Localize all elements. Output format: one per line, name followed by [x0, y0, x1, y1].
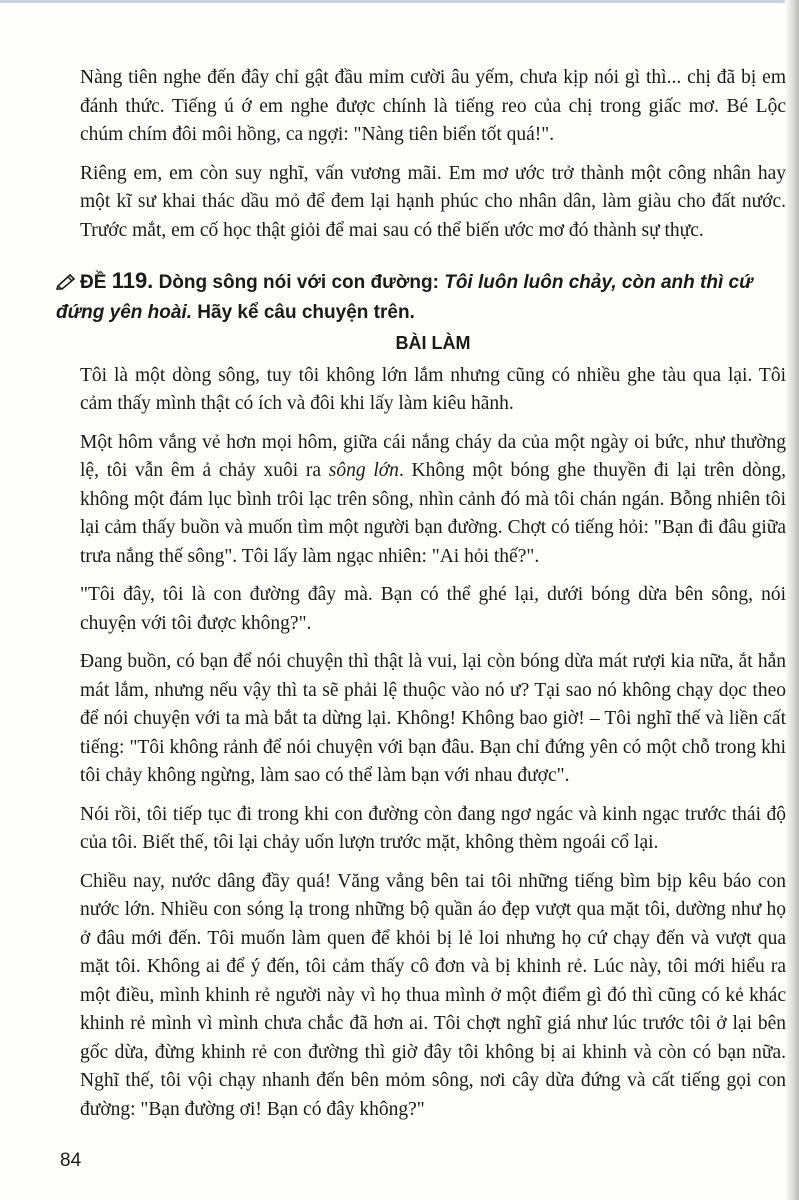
- essay-paragraph-6: Chiều nay, nước dâng đầy quá! Văng vẳng bên tai tôi những tiếng bìm bịp kêu báo con nước lớn. Nhiều con sóng lạ trong những bộ quần áo đẹp vượt qua mặt tôi, dường như họ ở đâu mới đến. Tôi muốn làm quen để khỏi bị lẻ loi nhưng họ cứ chạy đến và vượt qua mặt tôi. Không ai để ý đến, tôi cảm thấy cô đơn và bị khinh rẻ. Lúc này, tôi mới hiểu ra một điều, mình khinh rẻ người này vì họ thua mình ở một điểm gì đó thì cũng có kẻ khác khinh rẻ mình vì mình chưa chắc đã hơn ai. Tôi chợt nghĩ giá như lúc trước tôi ở lại bên gốc dừa, đừng khinh rẻ con đường thì giờ đây tôi không bị ai khinh và còn có bạn nữa. Nghĩ thế, tôi vội chạy nhanh đến bên mỏm sông, nơi cây dừa đứng và cất tiếng gọi con đường: "Bạn đường ơi! Bạn có đây không?": [80, 870, 786, 1120]
- essay-paragraph-5: Nói rồi, tôi tiếp tục đi trong khi con đường còn đang ngơ ngác và kinh ngạc trước thái độ của tôi. Biết thế, tôi lại chảy uốn lượn trước mặt, không thèm ngoái cổ lại.: [80, 803, 786, 853]
- page-edge-shadow: [785, 0, 799, 1200]
- essay-paragraph-3: "Tôi đây, tôi là con đường đây mà. Bạn có thể ghé lại, dưới bóng dừa bên sông, nói chuyện với tôi được không?".: [80, 584, 786, 634]
- intro-paragraph-1: Nàng tiên nghe đến đây chỉ gật đầu mỉm cười âu yếm, chưa kịp nói gì thì... chị đã bị em đánh thức. Tiếng ú ớ em nghe được chính là tiếng reo của chị trong giấc mơ. Bé Lộc chúm chím đôi môi hồng, ca ngợi: "Nàng tiên biển tốt quá!".: [80, 67, 786, 145]
- exercise-prompt-intro: Dòng sông nói với con đường:: [158, 272, 439, 293]
- page-content: [56, 64, 787, 1134]
- essay-paragraph-2-start: Một hôm vắng vẻ hơn mọi hôm, giữa cái nắng cháy da của một ngày oi bức, như thường lệ, tôi vẫn êm ả chảy xuôi ra: [80, 431, 786, 481]
- exercise-number: 119.: [111, 268, 154, 293]
- answer-title: BÀI LÀM: [395, 333, 471, 353]
- page-number: 84: [60, 1150, 82, 1171]
- exercise-label: ĐỀ: [80, 272, 107, 293]
- essay-paragraph-1: Tôi là một dòng sông, tuy tôi không lớn lắm nhưng cũng có nhiều ghe tàu qua lại. Tôi cảm thấy mình thật có ích và đôi khi lấy làm kiêu hãnh.: [80, 364, 786, 414]
- essay-paragraph-2-end: . Không một bóng ghe thuyền đi lại trên dòng, không một đám lục bình trôi lạc trên sông, nhìn cảnh đó mà tôi chán ngán. Bỗng nhiên tôi lại cảm thấy buồn và muốn tìm một người bạn đường. Chợt có tiếng hỏi: "Bạn đi đâu giữa trưa nắng thế sông". Tôi lấy làm ngạc nhiên: "Ai hỏi thế?".: [80, 460, 787, 567]
- intro-paragraph-2: Riêng em, em còn suy nghĩ, vấn vương mãi. Em mơ ước trở thành một công nhân hay một kĩ sư khai thác dầu mỏ để đem lại hạnh phúc cho nhân dân, làm giàu cho đất nước. Trước mắt, em cố học thật giỏi để mai sau có thể biến ước mơ đó thành sự thực.: [80, 162, 786, 241]
- top-edge-line: [0, 0, 799, 3]
- exercise-heading: [56, 267, 786, 327]
- essay-paragraph-2: [80, 429, 786, 572]
- exercise-prompt-task: Hãy kể câu chuyện trên.: [197, 302, 415, 323]
- essay-paragraph-4: Đang buồn, có bạn để nói chuyện thì thật là vui, lại còn bóng dừa mát rượi kia nữa, ắt hẳn mát lắm, nhưng nếu vậy thì ta sẽ phải lệ thuộc vào nó ư? Tại sao nó không chạy dọc theo để nói chuyện với ta mà bắt ta dừng lại. Không! Không bao giờ! – Tôi nghĩ thế và liền cất tiếng: "Tôi không rảnh để nói chuyện với bạn đâu. Bạn chỉ đứng yên có một chỗ trong khi tôi chảy không ngừng, làm sao có thể làm bạn với nhau được".: [80, 651, 786, 786]
- pencil-icon: [56, 271, 78, 299]
- exercise-prompt-quote: Tôi luôn luôn chảy, còn anh thì cứ đứng yên hoài.: [56, 272, 753, 323]
- essay-paragraph-2-italic: sông lớn: [328, 460, 399, 481]
